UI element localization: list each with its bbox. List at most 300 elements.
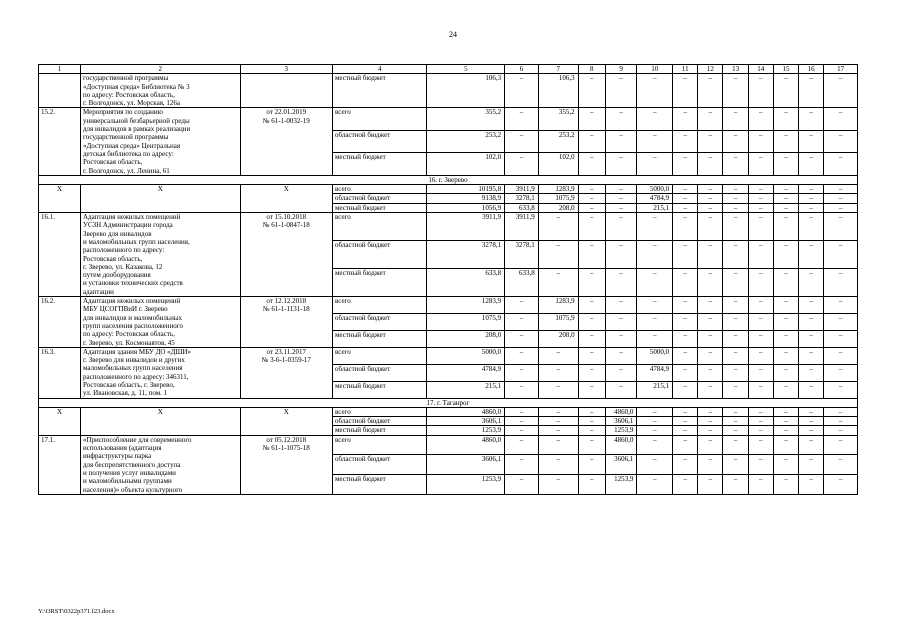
amount-cell: 215,1	[427, 381, 505, 398]
amount-cell: –	[799, 426, 824, 435]
amount-cell: –	[578, 194, 605, 203]
amount-cell: –	[673, 74, 698, 108]
item-name: Х	[81, 185, 241, 213]
amount-cell: 3278,1	[505, 241, 539, 269]
amount-cell: –	[824, 185, 858, 194]
amount-cell: –	[723, 153, 748, 175]
funding-source: местный бюджет	[332, 330, 426, 347]
amount-cell: –	[505, 475, 539, 495]
amount-cell: –	[698, 108, 723, 130]
item-number: 16.3.	[39, 347, 81, 398]
amount-cell: 1253,9	[605, 426, 636, 435]
amount-cell: –	[698, 153, 723, 175]
funding-source: областной бюджет	[332, 313, 426, 330]
amount-cell: –	[578, 381, 605, 398]
amount-cell: –	[799, 185, 824, 194]
amount-cell: –	[773, 455, 798, 475]
amount-cell: 5000,0	[637, 185, 673, 194]
amount-cell: –	[637, 108, 673, 130]
amount-cell: –	[505, 381, 539, 398]
amount-cell: 4784,9	[637, 194, 673, 203]
amount-cell: –	[748, 364, 773, 381]
amount-cell: –	[637, 407, 673, 416]
amount-cell: –	[824, 475, 858, 495]
amount-cell: –	[578, 313, 605, 330]
amount-cell: –	[698, 203, 723, 212]
amount-cell: –	[538, 269, 578, 297]
amount-cell: –	[673, 108, 698, 130]
amount-cell: 4784,9	[637, 364, 673, 381]
amount-cell: –	[824, 364, 858, 381]
table-row	[39, 185, 858, 194]
amount-cell: –	[723, 455, 748, 475]
amount-cell: –	[698, 475, 723, 495]
table-row	[39, 213, 858, 241]
amount-cell: –	[799, 417, 824, 426]
amount-cell: 215,1	[637, 381, 673, 398]
amount-cell: 4860,0	[427, 435, 505, 455]
amount-cell: –	[698, 74, 723, 108]
amount-cell: –	[637, 297, 673, 314]
amount-cell: –	[538, 364, 578, 381]
amount-cell: –	[673, 381, 698, 398]
funding-source: областной бюджет	[332, 241, 426, 269]
expertise-document: от 15.10.2018 № 61-1-0847-18	[240, 213, 332, 297]
amount-cell: –	[773, 330, 798, 347]
section-title: 16. г. Зверево	[39, 175, 858, 184]
amount-cell: –	[673, 213, 698, 241]
amount-cell: 253,2	[538, 130, 578, 152]
amount-cell: –	[773, 313, 798, 330]
amount-cell: –	[824, 297, 858, 314]
column-number: 13	[723, 65, 748, 74]
amount-cell: –	[748, 330, 773, 347]
amount-cell: –	[799, 130, 824, 152]
amount-cell: –	[723, 435, 748, 455]
amount-cell: –	[505, 347, 539, 364]
amount-cell: –	[673, 364, 698, 381]
amount-cell: –	[773, 407, 798, 416]
amount-cell: –	[824, 130, 858, 152]
amount-cell: –	[673, 435, 698, 455]
item-name: Мероприятия по созданию универсальной безбарьерной среды для инвалидов в рамках реализации государственной программы «Доступная среда» Центральная детская библиотека по адресу: Ростовская область, г. Волгодонск, ул. Ленина, 61	[81, 108, 241, 175]
amount-cell: –	[723, 108, 748, 130]
amount-cell: –	[723, 297, 748, 314]
amount-cell: 5000,0	[637, 347, 673, 364]
funding-source: местный бюджет	[332, 426, 426, 435]
column-number: 4	[332, 65, 426, 74]
amount-cell: –	[538, 213, 578, 241]
amount-cell: 5000,0	[427, 347, 505, 364]
amount-cell: –	[748, 407, 773, 416]
amount-cell: –	[578, 297, 605, 314]
amount-cell: –	[673, 455, 698, 475]
amount-cell: –	[578, 203, 605, 212]
amount-cell: 3606,1	[427, 455, 505, 475]
amount-cell: –	[505, 330, 539, 347]
amount-cell: –	[773, 153, 798, 175]
item-name: государственной программы «Доступная среда» Библиотека № 3 по адресу: Ростовская область, г. Волгодонск, ул. Морская, 126а	[81, 74, 241, 108]
amount-cell: –	[748, 417, 773, 426]
page-number: 24	[449, 30, 457, 39]
column-number: 5	[427, 65, 505, 74]
amount-cell: –	[698, 130, 723, 152]
amount-cell: –	[698, 455, 723, 475]
amount-cell: –	[637, 241, 673, 269]
amount-cell: –	[748, 153, 773, 175]
amount-cell: –	[748, 130, 773, 152]
amount-cell: –	[505, 74, 539, 108]
amount-cell: –	[698, 269, 723, 297]
amount-cell: 355,2	[538, 108, 578, 130]
amount-cell: –	[824, 213, 858, 241]
amount-cell: –	[698, 435, 723, 455]
amount-cell: –	[637, 426, 673, 435]
amount-cell: –	[773, 426, 798, 435]
item-number: 15.2.	[39, 108, 81, 175]
amount-cell: –	[748, 269, 773, 297]
table-row	[39, 108, 858, 130]
amount-cell: –	[698, 417, 723, 426]
column-number: 8	[578, 65, 605, 74]
amount-cell: –	[673, 130, 698, 152]
amount-cell: 1075,9	[538, 194, 578, 203]
funding-source: областной бюджет	[332, 130, 426, 152]
amount-cell: –	[723, 347, 748, 364]
amount-cell: –	[605, 364, 636, 381]
amount-cell: –	[505, 426, 539, 435]
amount-cell: –	[723, 241, 748, 269]
amount-cell: –	[505, 455, 539, 475]
amount-cell: –	[748, 74, 773, 108]
amount-cell: –	[605, 153, 636, 175]
amount-cell: 1075,9	[427, 313, 505, 330]
column-number: 10	[637, 65, 673, 74]
amount-cell: –	[723, 330, 748, 347]
amount-cell: –	[824, 108, 858, 130]
amount-cell: –	[673, 475, 698, 495]
amount-cell: –	[698, 426, 723, 435]
amount-cell: 1056,9	[427, 203, 505, 212]
amount-cell: –	[578, 417, 605, 426]
amount-cell: –	[578, 108, 605, 130]
amount-cell: –	[799, 241, 824, 269]
amount-cell: –	[824, 269, 858, 297]
column-number: 14	[748, 65, 773, 74]
amount-cell: 3911,9	[427, 213, 505, 241]
amount-cell: –	[538, 426, 578, 435]
amount-cell: –	[637, 313, 673, 330]
amount-cell: –	[723, 417, 748, 426]
amount-cell: 253,2	[427, 130, 505, 152]
amount-cell: –	[824, 347, 858, 364]
amount-cell: –	[538, 417, 578, 426]
item-number	[39, 74, 81, 108]
funding-source: всего	[332, 297, 426, 314]
amount-cell: 3911,9	[505, 185, 539, 194]
amount-cell: –	[673, 153, 698, 175]
amount-cell: –	[698, 330, 723, 347]
amount-cell: –	[578, 185, 605, 194]
expertise-document: от 23.11.2017 № 3-6-1-0359-17	[240, 347, 332, 398]
amount-cell: 3911,9	[505, 213, 539, 241]
amount-cell: –	[673, 241, 698, 269]
amount-cell: 102,0	[538, 153, 578, 175]
amount-cell: –	[605, 194, 636, 203]
amount-cell: –	[698, 381, 723, 398]
column-number: 15	[773, 65, 798, 74]
column-number: 1	[39, 65, 81, 74]
item-number: 16.1.	[39, 213, 81, 297]
amount-cell: –	[637, 269, 673, 297]
amount-cell: –	[773, 381, 798, 398]
amount-cell: –	[723, 74, 748, 108]
funding-source: областной бюджет	[332, 417, 426, 426]
amount-cell: –	[748, 185, 773, 194]
amount-cell: –	[799, 455, 824, 475]
table-row	[39, 74, 858, 108]
amount-cell: –	[578, 455, 605, 475]
column-number: 6	[505, 65, 539, 74]
amount-cell: –	[673, 426, 698, 435]
funding-source: всего	[332, 347, 426, 364]
amount-cell: –	[673, 347, 698, 364]
amount-cell: –	[824, 330, 858, 347]
amount-cell: 633,8	[427, 269, 505, 297]
amount-cell: –	[637, 455, 673, 475]
funding-source: областной бюджет	[332, 364, 426, 381]
amount-cell: –	[824, 74, 858, 108]
amount-cell: 4860,0	[605, 435, 636, 455]
section-title: 17. г. Таганрог	[39, 398, 858, 407]
amount-cell: –	[723, 203, 748, 212]
amount-cell: –	[578, 74, 605, 108]
item-name: Х	[81, 407, 241, 435]
amount-cell: –	[538, 347, 578, 364]
amount-cell: –	[538, 435, 578, 455]
amount-cell: –	[773, 269, 798, 297]
amount-cell: 4784,9	[427, 364, 505, 381]
amount-cell: –	[723, 130, 748, 152]
amount-cell: –	[698, 194, 723, 203]
item-name: Адаптация здания МБУ ДО «ДШИ» г. Зверево для инвалидов и других маломобильных групп населения расположенного по адресу: 346311, Ростовская область, г. Зверево, ул. Ивановская, д. 11, пом. 1	[81, 347, 241, 398]
amount-cell: –	[824, 381, 858, 398]
amount-cell: –	[799, 364, 824, 381]
amount-cell: –	[748, 426, 773, 435]
amount-cell: –	[748, 435, 773, 455]
amount-cell: –	[673, 330, 698, 347]
funding-source: областной бюджет	[332, 194, 426, 203]
amount-cell: –	[673, 194, 698, 203]
amount-cell: –	[748, 455, 773, 475]
amount-cell: –	[799, 330, 824, 347]
amount-cell: 208,0	[427, 330, 505, 347]
amount-cell: –	[799, 194, 824, 203]
amount-cell: –	[605, 297, 636, 314]
funding-source: местный бюджет	[332, 381, 426, 398]
item-number: Х	[39, 407, 81, 435]
amount-cell: –	[505, 313, 539, 330]
amount-cell: –	[698, 213, 723, 241]
amount-cell: –	[698, 313, 723, 330]
amount-cell: 9138,9	[427, 194, 505, 203]
expertise-document: от 12.12.2018 № 61-1-1131-18	[240, 297, 332, 348]
amount-cell: –	[748, 194, 773, 203]
amount-cell: –	[605, 347, 636, 364]
column-number: 2	[81, 65, 241, 74]
table-row	[39, 297, 858, 314]
amount-cell: –	[723, 407, 748, 416]
amount-cell: –	[799, 313, 824, 330]
amount-cell: 1283,9	[427, 297, 505, 314]
amount-cell: –	[773, 364, 798, 381]
section-header-row	[39, 398, 858, 407]
amount-cell: –	[748, 203, 773, 212]
amount-cell: –	[824, 241, 858, 269]
amount-cell: –	[505, 417, 539, 426]
funding-source: местный бюджет	[332, 203, 426, 212]
amount-cell: –	[578, 426, 605, 435]
funding-source: местный бюджет	[332, 74, 426, 108]
amount-cell: 106,3	[427, 74, 505, 108]
amount-cell: –	[637, 475, 673, 495]
amount-cell: –	[799, 203, 824, 212]
amount-cell: –	[578, 213, 605, 241]
amount-cell: –	[605, 203, 636, 212]
amount-cell: –	[698, 407, 723, 416]
amount-cell: –	[637, 74, 673, 108]
amount-cell: –	[673, 297, 698, 314]
amount-cell: 10195,8	[427, 185, 505, 194]
amount-cell: –	[605, 108, 636, 130]
amount-cell: –	[605, 330, 636, 347]
funding-source: областной бюджет	[332, 455, 426, 475]
item-number: 16.2.	[39, 297, 81, 348]
amount-cell: –	[578, 241, 605, 269]
amount-cell: –	[824, 153, 858, 175]
amount-cell: 208,0	[538, 330, 578, 347]
amount-cell: –	[538, 455, 578, 475]
amount-cell: –	[578, 475, 605, 495]
amount-cell: –	[723, 475, 748, 495]
amount-cell: –	[605, 130, 636, 152]
amount-cell: –	[799, 108, 824, 130]
amount-cell: 3606,1	[605, 417, 636, 426]
amount-cell: –	[723, 381, 748, 398]
item-number: Х	[39, 185, 81, 213]
file-path-footer: Y:\ORST\0322p371.f23.docx	[38, 608, 115, 615]
amount-cell: 1283,9	[538, 297, 578, 314]
amount-cell: –	[799, 381, 824, 398]
amount-cell: 3606,1	[605, 455, 636, 475]
amount-cell: –	[578, 364, 605, 381]
amount-cell: 4860,0	[427, 407, 505, 416]
amount-cell: –	[673, 417, 698, 426]
expertise-document: от 05.12.2018 № 61-1-1075-18	[240, 435, 332, 494]
amount-cell: –	[605, 269, 636, 297]
item-name: «Приспособление для современного использования (адаптация инфраструктуры парка для беспрепятственного доступа и получения услуг инвалидами и маломобильными группами населения)» объекта культурного	[81, 435, 241, 494]
amount-cell: –	[748, 213, 773, 241]
amount-cell: –	[578, 435, 605, 455]
amount-cell: –	[605, 185, 636, 194]
amount-cell: –	[723, 426, 748, 435]
amount-cell: –	[723, 213, 748, 241]
amount-cell: –	[578, 407, 605, 416]
amount-cell: –	[799, 153, 824, 175]
expertise-document: Х	[240, 185, 332, 213]
amount-cell: –	[799, 435, 824, 455]
amount-cell: –	[824, 313, 858, 330]
section-header-row	[39, 175, 858, 184]
amount-cell: –	[637, 153, 673, 175]
amount-cell: –	[538, 407, 578, 416]
amount-cell: –	[748, 381, 773, 398]
amount-cell: –	[773, 194, 798, 203]
amount-cell: –	[773, 417, 798, 426]
amount-cell: 1253,9	[605, 475, 636, 495]
amount-cell: –	[698, 364, 723, 381]
column-number-row	[39, 65, 858, 74]
expertise-document	[240, 74, 332, 108]
funding-source: всего	[332, 407, 426, 416]
amount-cell: –	[799, 269, 824, 297]
amount-cell: –	[748, 347, 773, 364]
amount-cell: 355,2	[427, 108, 505, 130]
amount-cell: –	[748, 108, 773, 130]
amount-cell: –	[773, 130, 798, 152]
amount-cell: 3606,1	[427, 417, 505, 426]
column-number: 9	[605, 65, 636, 74]
item-name: Адаптация нежилых помещений МБУ ЦСОГПВиИ г. Зверево для инвалидов и маломобильных групп населения расположенного по адресу: Ростовская область, г. Зверево, ул. Космонавтов, 45	[81, 297, 241, 348]
expertise-document: Х	[240, 407, 332, 435]
amount-cell: –	[505, 364, 539, 381]
column-number: 16	[799, 65, 824, 74]
amount-cell: –	[673, 269, 698, 297]
amount-cell: 1253,9	[427, 475, 505, 495]
amount-cell: –	[773, 435, 798, 455]
column-number: 17	[824, 65, 858, 74]
amount-cell: –	[824, 426, 858, 435]
table-row	[39, 435, 858, 455]
amount-cell: –	[578, 347, 605, 364]
amount-cell: –	[605, 241, 636, 269]
amount-cell: –	[748, 313, 773, 330]
amount-cell: –	[799, 407, 824, 416]
amount-cell: 3278,1	[427, 241, 505, 269]
column-number: 11	[673, 65, 698, 74]
amount-cell: –	[605, 313, 636, 330]
amount-cell: –	[799, 475, 824, 495]
amount-cell: 208,0	[538, 203, 578, 212]
funding-source: местный бюджет	[332, 269, 426, 297]
amount-cell: –	[605, 213, 636, 241]
amount-cell: –	[673, 185, 698, 194]
amount-cell: 1283,9	[538, 185, 578, 194]
amount-cell: –	[698, 241, 723, 269]
amount-cell: –	[673, 203, 698, 212]
amount-cell: –	[773, 74, 798, 108]
amount-cell: –	[748, 475, 773, 495]
table-row	[39, 407, 858, 416]
table-row	[39, 347, 858, 364]
amount-cell: –	[673, 313, 698, 330]
amount-cell: –	[637, 330, 673, 347]
amount-cell: –	[723, 185, 748, 194]
amount-cell: –	[698, 185, 723, 194]
funding-source: всего	[332, 213, 426, 241]
amount-cell: –	[824, 194, 858, 203]
amount-cell: –	[723, 194, 748, 203]
